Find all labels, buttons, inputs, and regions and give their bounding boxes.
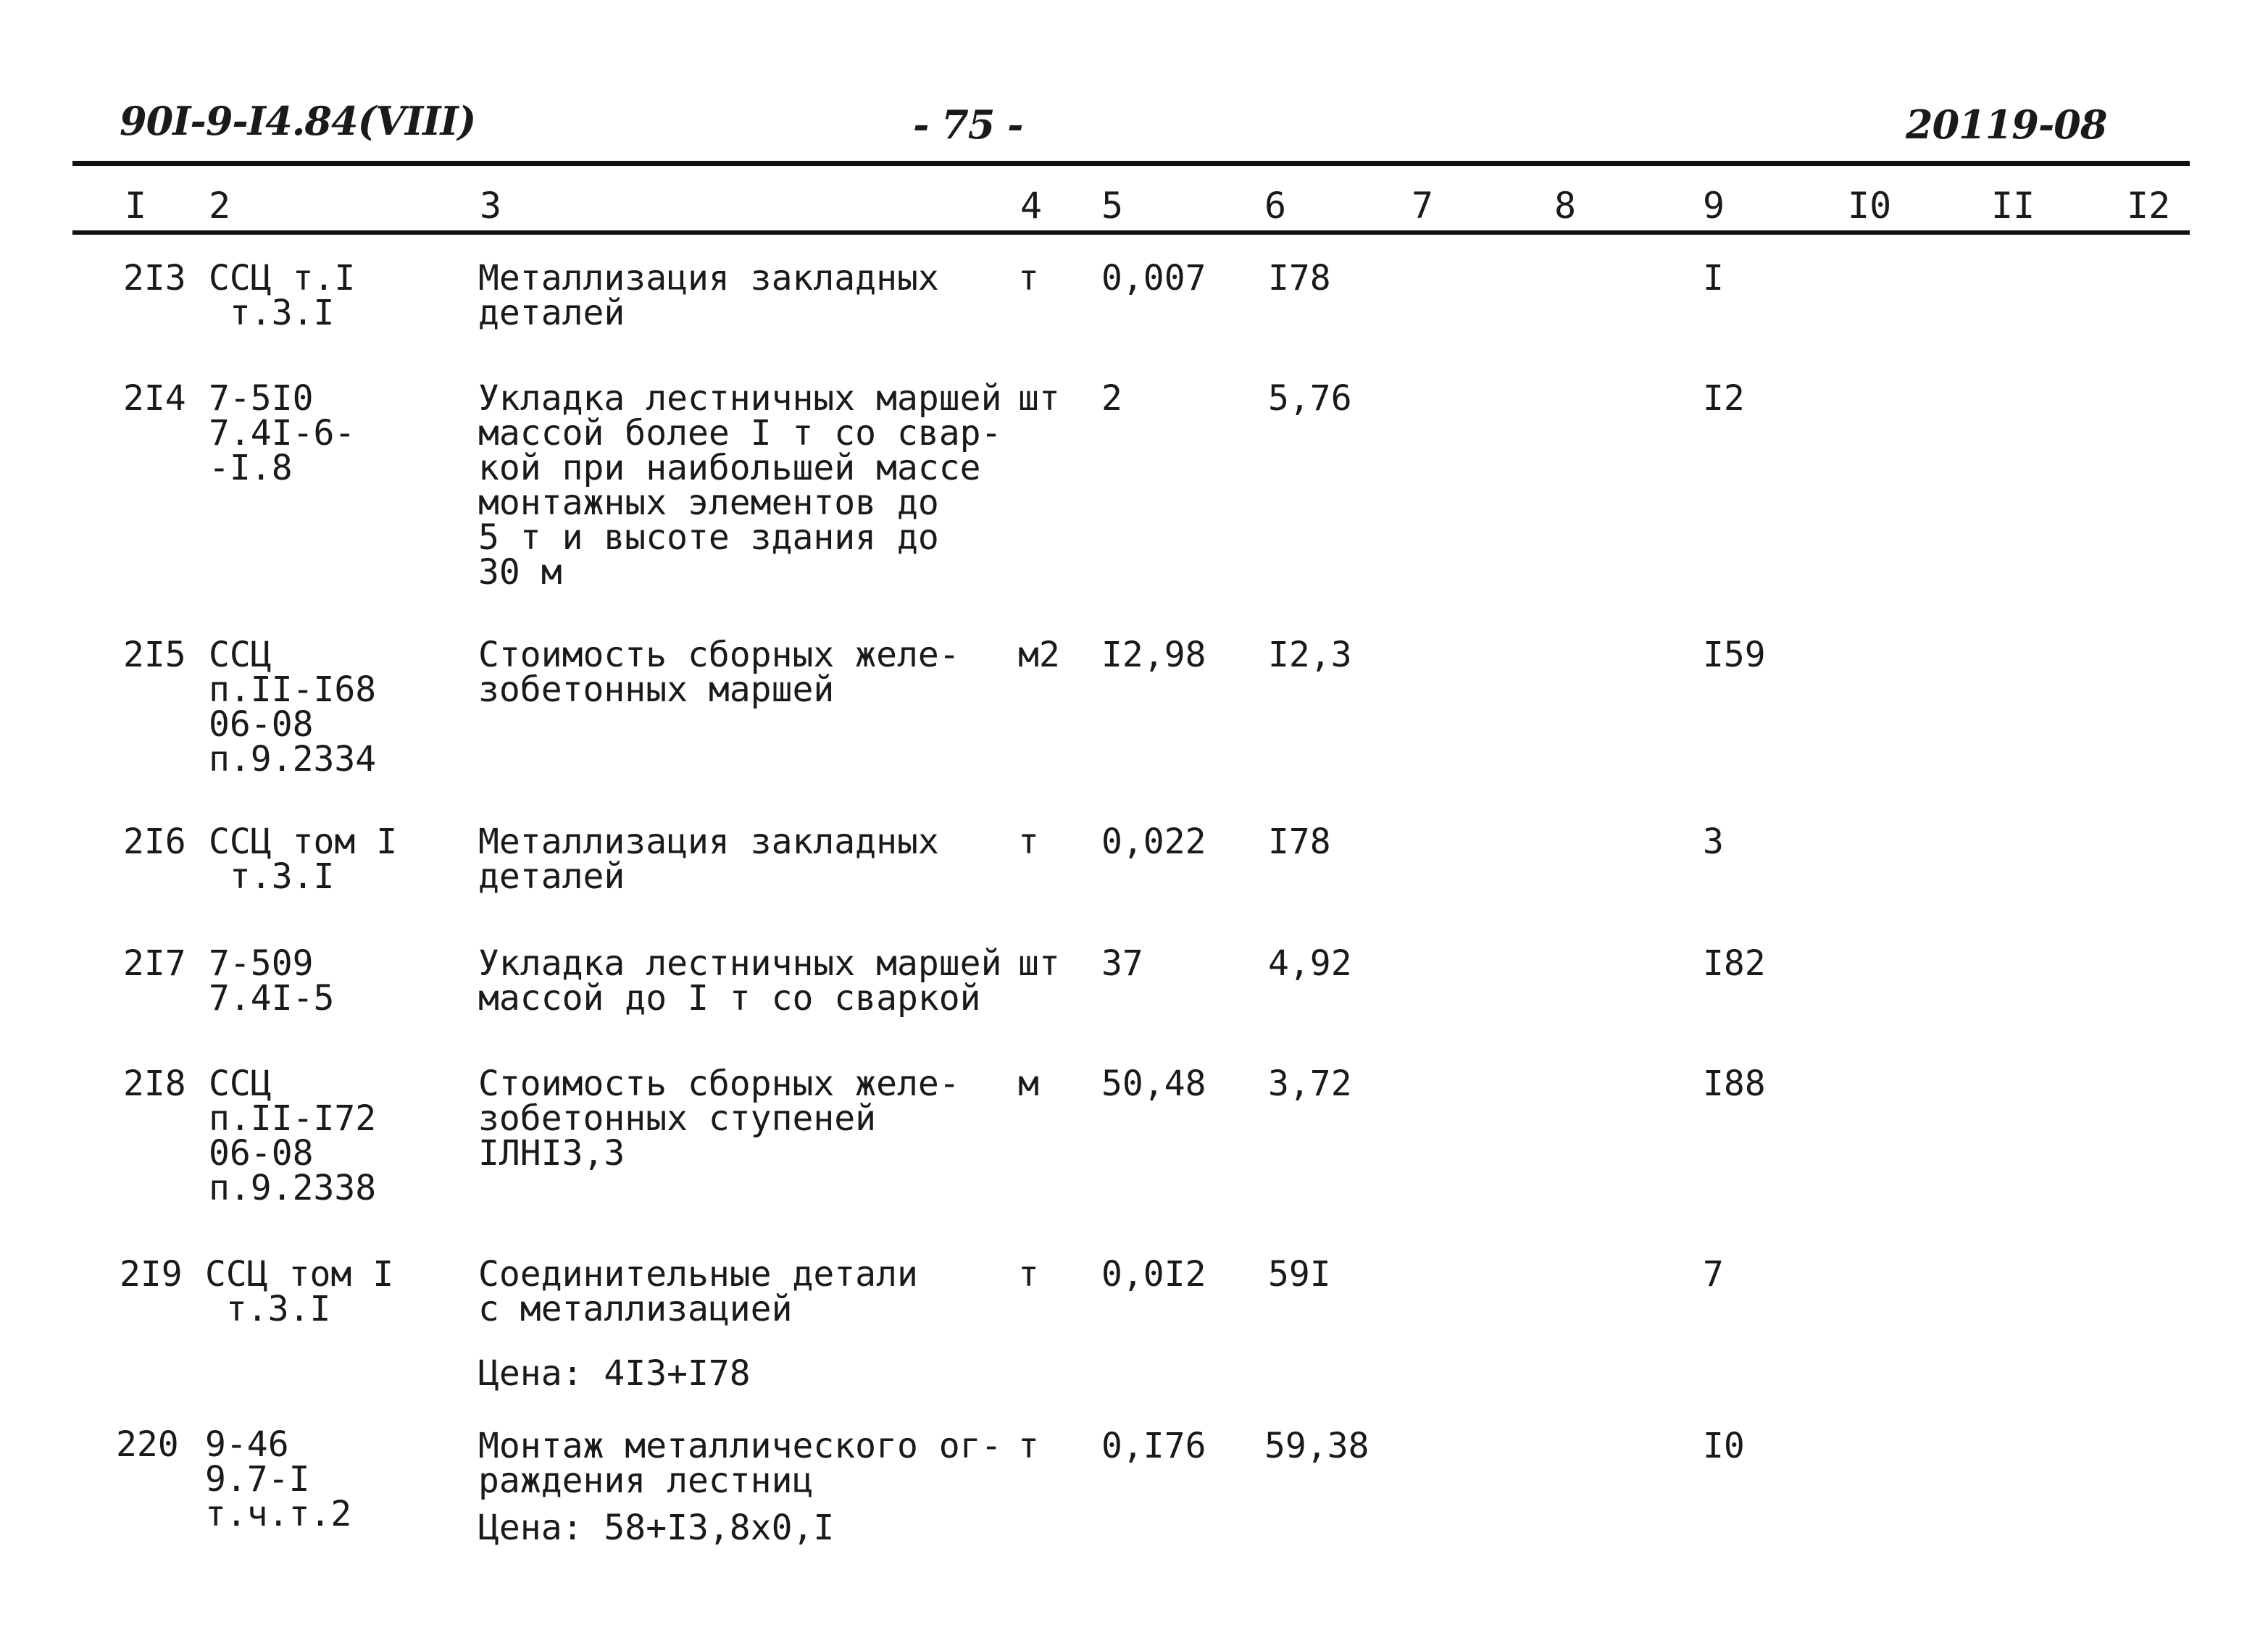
- sheet-code: 20119-08: [1906, 101, 2107, 148]
- unit: т: [1018, 822, 1039, 862]
- row-number: 2I6: [123, 822, 186, 862]
- quantity: 0,0I2: [1101, 1254, 1206, 1295]
- row-number: 2I7: [123, 943, 186, 984]
- quantity: 50,48: [1101, 1063, 1206, 1104]
- document-code: 90I-9-I4.84(VIII): [120, 98, 476, 144]
- unit: шт: [1018, 378, 1060, 419]
- unit-price: I78: [1268, 258, 1331, 298]
- norm-reference: ССЦ п.II-I68 06-08 п.9.2334: [209, 635, 377, 779]
- unit-price: 3,72: [1268, 1063, 1352, 1104]
- unit-price: I78: [1268, 822, 1331, 862]
- column-header: II: [1991, 185, 2035, 227]
- row-number: 2I3: [123, 258, 186, 298]
- quantity: I2,98: [1101, 635, 1206, 675]
- quantity: 37: [1101, 943, 1143, 984]
- quantity: 0,022: [1101, 822, 1206, 862]
- row-number: 2I4: [123, 378, 186, 419]
- quantity: 2: [1101, 378, 1122, 419]
- column-header: I0: [1848, 185, 1892, 227]
- column-header: I: [125, 185, 147, 227]
- page-number: - 75 -: [913, 101, 1023, 148]
- unit: м2: [1018, 635, 1060, 675]
- work-description: Укладка лестничных маршей массой более I т со свар- кой при наибольшей массе монтажных элементов до 5 т и высоте здания до 30 м: [478, 378, 1002, 593]
- total-cost: I88: [1703, 1063, 1766, 1104]
- row-number: 2I8: [123, 1063, 186, 1104]
- unit: т: [1018, 258, 1039, 298]
- unit: м: [1018, 1063, 1039, 1104]
- total-cost: I82: [1703, 943, 1766, 984]
- quantity: 0,007: [1101, 258, 1206, 298]
- work-description: Монтаж металлического ог- раждения лестниц: [478, 1426, 1002, 1501]
- norm-reference: 7-509 7.4I-5: [209, 943, 335, 1019]
- norm-reference: ССЦ т.I т.3.I: [209, 258, 356, 333]
- column-header: 8: [1554, 185, 1577, 227]
- work-description: Укладка лестничных маршей массой до I т со сваркой: [478, 943, 1002, 1019]
- total-cost: 3: [1703, 822, 1724, 862]
- norm-reference: 7-5I0 7.4I-6- -I.8: [209, 378, 356, 488]
- unit: т: [1018, 1254, 1039, 1295]
- unit: т: [1018, 1426, 1039, 1466]
- column-header: 2: [209, 185, 231, 227]
- norm-reference: ССЦ том I т.3.I: [209, 822, 398, 897]
- table-header-rule: [72, 230, 2190, 235]
- quantity: 0,I76: [1101, 1426, 1206, 1466]
- work-description: Стоимость сборных желе- зобетонных маршей: [478, 635, 960, 710]
- total-cost: I0: [1703, 1426, 1745, 1466]
- unit-price: 5,76: [1268, 378, 1352, 419]
- total-cost: I59: [1703, 635, 1766, 675]
- unit: шт: [1018, 943, 1060, 984]
- column-header: I2: [2127, 185, 2171, 227]
- norm-reference: ССЦ п.II-I72 06-08 п.9.2338: [209, 1063, 377, 1208]
- column-header: 3: [480, 185, 502, 227]
- total-cost: I: [1703, 258, 1724, 298]
- row-number: 2I9: [120, 1254, 183, 1295]
- work-description: Металлизация закладных деталей: [478, 258, 939, 333]
- table-top-rule: [72, 161, 2190, 166]
- work-description: Металлизация закладных деталей: [478, 822, 939, 897]
- row-number: 2I5: [123, 635, 186, 675]
- price-note: Цена: 58+I3,8x0,I: [478, 1508, 835, 1548]
- column-header: 6: [1264, 185, 1287, 227]
- norm-reference: ССЦ том I т.3.I: [205, 1254, 394, 1329]
- price-note: Цена: 4I3+I78: [478, 1353, 751, 1394]
- column-header: 5: [1101, 185, 1124, 227]
- column-header: 7: [1412, 185, 1434, 227]
- row-number: 220: [116, 1424, 179, 1465]
- work-description: Соединительные детали с металлизацией: [478, 1254, 918, 1329]
- unit-price: I2,3: [1268, 635, 1352, 675]
- unit-price: 59I: [1268, 1254, 1331, 1295]
- column-header: 4: [1020, 185, 1043, 227]
- unit-price: 4,92: [1268, 943, 1352, 984]
- work-description: Стоимость сборных желе- зобетонных ступеней IЛHI3,3: [478, 1063, 960, 1174]
- total-cost: 7: [1703, 1254, 1724, 1295]
- column-header: 9: [1703, 185, 1725, 227]
- unit-price: 59,38: [1264, 1426, 1369, 1466]
- norm-reference: 9-46 9.7-I т.ч.т.2: [205, 1424, 352, 1534]
- total-cost: I2: [1703, 378, 1745, 419]
